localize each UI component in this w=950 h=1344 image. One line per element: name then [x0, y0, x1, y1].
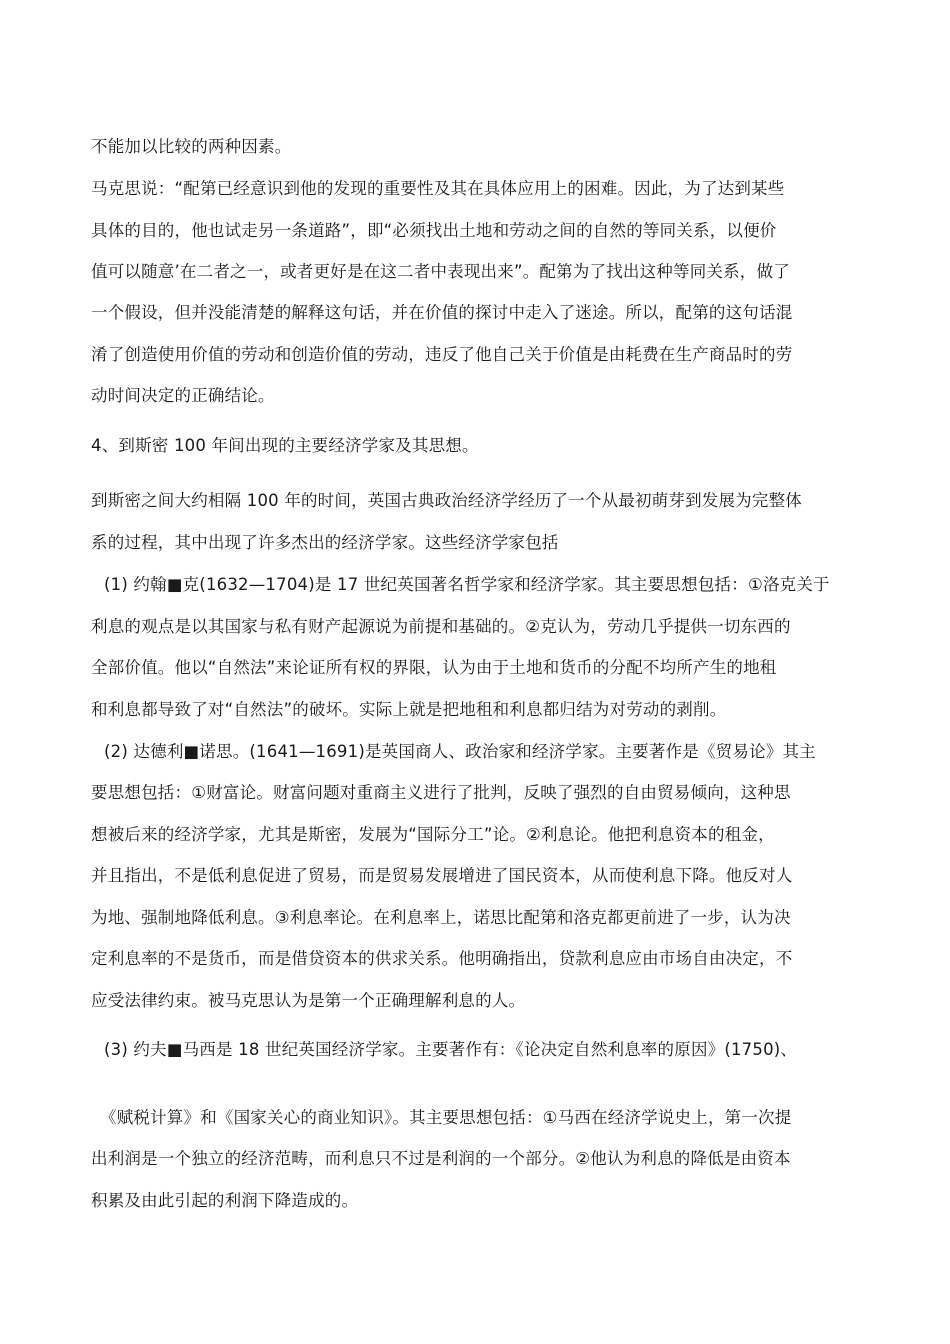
text-line: 想被后来的经济学家，尤其是斯密，发展为“国际分工”论。②利息论。他把利息资本的租金， [91, 825, 775, 844]
text-line: 利息的观点是以其国家与私有财产起源说为前提和基础的。②克认为，劳动几乎提供一切东西的 [91, 617, 791, 636]
text-line: 和利息都导致了对“自然法”的破坏。实际上就是把地租和利息都归结为对劳动的剥削。 [91, 700, 727, 719]
text-line: 马克思说：“配第已经意识到他的发现的重要性及其在具体应用上的困难。因此，为了达到某些 [91, 179, 785, 198]
text-line: 定利息率的不是货币，而是借贷资本的供求关系。他明确指出，贷款利息应由市场自由决定，不 [91, 949, 793, 968]
text-line: 动时间决定的正确结论。 [91, 386, 275, 405]
text-line: 并且指出，不是低利息促进了贸易，而是贸易发展增进了国民资本，从而使利息下降。他反对人 [91, 866, 793, 885]
section-heading: 4、到斯密 100 年间出现的主要经济学家及其思想。 [91, 436, 479, 455]
text-line: 到斯密之间大约相隔 100 年的时间，英国古典政治经济学经历了一个从最初萌芽到发展为完整体 [91, 491, 802, 510]
list-item: (2) 达德利■诺思。(1641—1691)是英国商人、政治家和经济学家。主要著作是《贸易论》其主 [104, 742, 816, 761]
text-line: 要思想包括：①财富论。财富问题对重商主义进行了批判，反映了强烈的自由贸易倾向，这种思 [91, 783, 791, 802]
text-line: 淆了创造使用价值的劳动和创造价值的劳动，违反了他自己关于价值是由耗费在生产商品时的劳 [91, 345, 793, 364]
text-line: 具体的目的，他也试走另一条道路”，即“必须找出土地和劳动之间的自然的等同关系，以便价 [91, 221, 777, 240]
text-line: 值可以随意’在二者之一，或者更好是在这二者中表现出来”。配第为了找出这种等同关系，做了 [91, 262, 790, 281]
text-line: 应受法律约束。被马克思认为是第一个正确理解利息的人。 [91, 991, 526, 1010]
text-line: 《赋税计算》和《国家关心的商业知识》。其主要思想包括：①马西在经济学说史上，第一次提 [100, 1108, 792, 1127]
text-line: 为地、强制地降低利息。③利息率论。在利息率上，诺思比配第和洛克都更前进了一步，认为决 [91, 908, 791, 927]
list-item: (3) 约夫■马西是 18 世纪英国经济学家。主要著作有：《论决定自然利息率的原因》(1750)、 [104, 1040, 798, 1059]
text-line: 出利润是一个独立的经济范畴，而利息只不过是利润的一个部分。②他认为利息的降低是由资本 [91, 1149, 791, 1168]
text-line: 系的过程，其中出现了许多杰出的经济学家。这些经济学家包括 [91, 533, 559, 552]
text-line: 不能加以比较的两种因素。 [91, 137, 292, 156]
text-line: 全部价值。他以“自然法”来论证所有权的界限，认为由于土地和货币的分配不均所产生的地租 [91, 658, 777, 677]
text-line: 积累及由此引起的利润下降造成的。 [91, 1191, 359, 1210]
text-line: 一个假设，但并没能清楚的解释这句话，并在价值的探讨中走入了迷途。所以，配第的这句话混 [91, 303, 793, 322]
list-item: (1) 约翰■克(1632—1704)是 17 世纪英国著名哲学家和经济学家。其主要思想包括：①洛克关于 [104, 575, 830, 594]
